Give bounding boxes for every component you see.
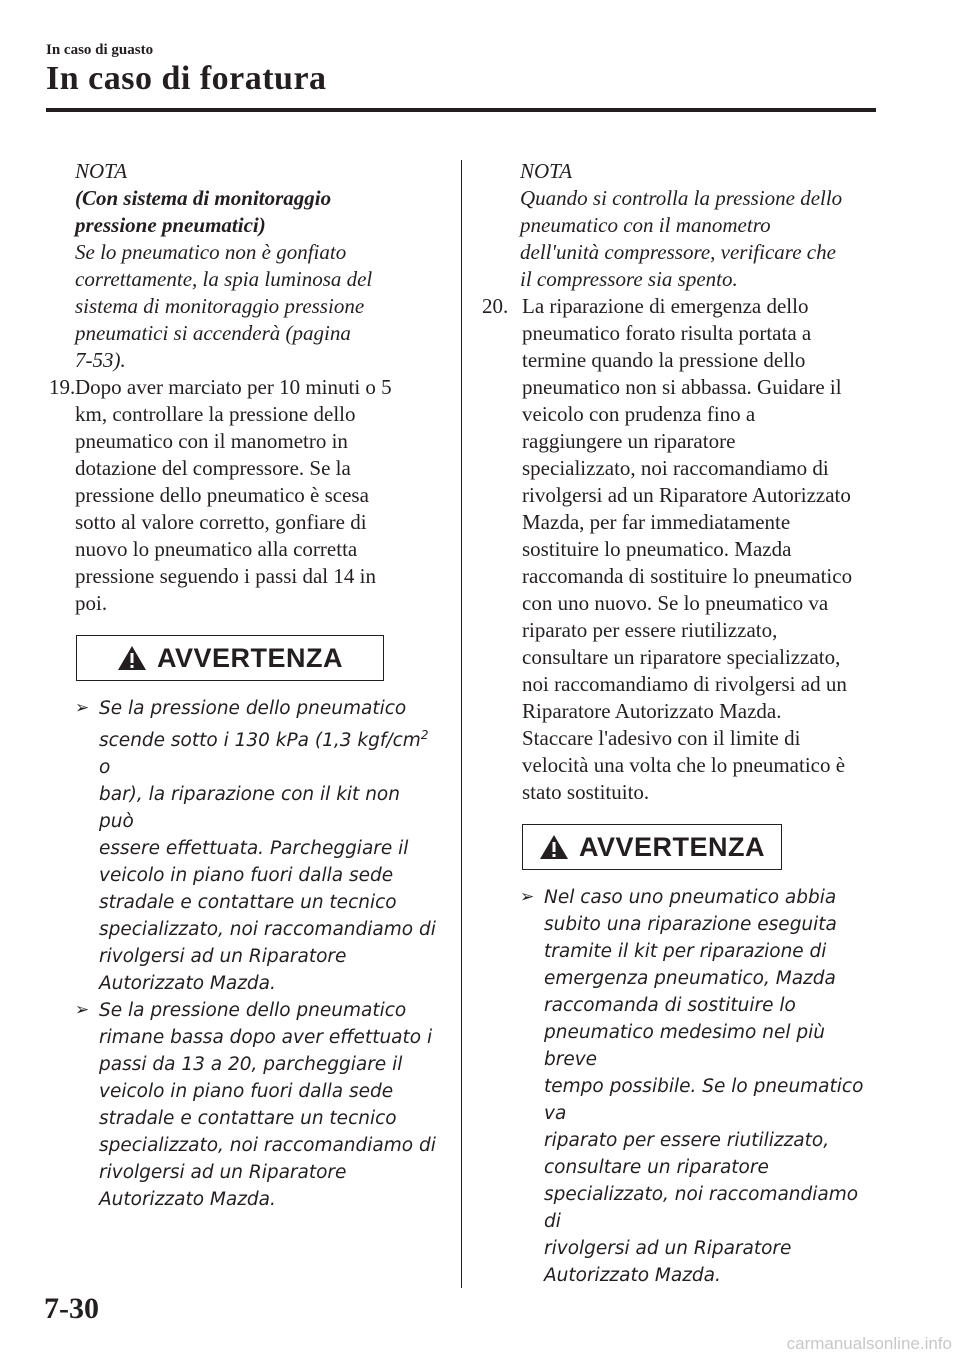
note-line: pneumatico con il manometro xyxy=(520,213,771,237)
step-line: sostituire lo pneumatico. Mazda xyxy=(522,537,792,561)
warning-line: pneumatico medesimo nel più breve xyxy=(544,1022,825,1070)
step-line: termine quando la pressione dello xyxy=(522,348,806,372)
step-line: stato sostituito. xyxy=(522,780,650,804)
warning-line: Se la pressione dello pneumatico xyxy=(99,1000,407,1022)
step-line: velocità una volta che lo pneumatico è xyxy=(522,753,846,777)
step-line: nuovo lo pneumatico alla corretta xyxy=(75,537,358,561)
step-line: Dopo aver marciato per 10 minuti o 5 xyxy=(75,375,392,399)
header-rule xyxy=(46,108,876,112)
step-line: poi. xyxy=(75,591,108,615)
step-line: noi raccomandiamo di rivolgersi ad un xyxy=(522,672,847,696)
step-line: raccomanda di sostituire lo pneumatico xyxy=(522,564,853,588)
step-line: pneumatico non si abbassa. Guidare il xyxy=(522,375,842,399)
note-label: NOTA xyxy=(75,159,128,183)
warning-line: stradale e contattare un tecnico xyxy=(99,892,397,914)
step-line: Mazda, per far immediatamente xyxy=(522,510,791,534)
arrow-bullet-icon: ➢ xyxy=(75,1000,90,1021)
step-line: dotazione del compressore. Se la xyxy=(75,456,351,480)
warning-line: specializzato, noi raccomandiamo di xyxy=(544,1184,859,1232)
warning-line: specializzato, noi raccomandiamo di xyxy=(99,919,436,941)
right-column xyxy=(482,158,880,1289)
warning-item xyxy=(75,997,439,1213)
warning-line: passi da 13 a 20, parcheggiare il xyxy=(99,1054,403,1076)
warning-line: specializzato, noi raccomandiamo di xyxy=(99,1135,436,1157)
warning-line: veicolo in piano fuori dalla sede xyxy=(99,865,394,887)
warning-item xyxy=(75,695,439,997)
step-line: Staccare l'adesivo con il limite di xyxy=(522,726,801,750)
warning-box xyxy=(522,824,782,870)
step-line: con uno nuovo. Se lo pneumatico va xyxy=(522,591,829,615)
warning-line: rimane bassa dopo aver effettuato i xyxy=(99,1027,433,1049)
step-line: riparato per essere riutilizzato, xyxy=(522,618,778,642)
warning-line: essere effettuata. Parcheggiare il xyxy=(99,838,409,860)
note-heading-line: (Con sistema di monitoraggio xyxy=(75,186,332,210)
note-heading-line: pressione pneumatici) xyxy=(75,213,266,237)
warning-line: bar), la riparazione con il kit non può xyxy=(99,784,400,833)
warning-line: scende sotto i 130 kPa (1,3 kgf/$cm^2$ o xyxy=(99,728,429,779)
warning-line: rivolgersi ad un Riparatore xyxy=(544,1238,792,1259)
note-line: Quando si controlla la pressione dello xyxy=(520,186,843,210)
step-number: 19. xyxy=(49,375,76,399)
warning-item xyxy=(520,884,880,1289)
step-19 xyxy=(49,374,439,617)
warning-line: rivolgersi ad un Riparatore xyxy=(99,1162,347,1184)
warning-line: subito una riparazione eseguita xyxy=(544,914,837,935)
note-label: NOTA xyxy=(520,159,573,183)
page-number: 7-30 xyxy=(44,1292,99,1325)
step-line: pneumatico con il manometro in xyxy=(75,429,348,453)
note-line: 7-53). xyxy=(75,348,126,372)
warning-line: tramite il kit per riparazione di xyxy=(544,941,827,962)
note-line: il compressore sia spento. xyxy=(520,267,738,291)
warning-line: rivolgersi ad un Riparatore xyxy=(99,946,347,968)
warning-line: Se la pressione dello pneumatico xyxy=(99,698,407,719)
arrow-bullet-icon: ➢ xyxy=(75,698,90,718)
step-line: sotto al valore corretto, gonfiare di xyxy=(75,510,367,534)
note-compressor xyxy=(494,158,880,293)
warning-line: Autorizzato Mazda. xyxy=(99,973,276,995)
step-line: rivolgersi ad un Riparatore Autorizzato xyxy=(522,483,851,507)
warning-line: riparato per essere riutilizzato, xyxy=(544,1130,830,1151)
step-20 xyxy=(482,293,880,806)
arrow-bullet-icon: ➢ xyxy=(520,887,535,907)
step-line: veicolo con prudenza fino a xyxy=(522,402,756,426)
warning-line: Nel caso uno pneumatico abbia xyxy=(544,887,837,908)
note-tpms xyxy=(49,158,439,374)
note-line: sistema di monitoraggio pressione xyxy=(75,294,365,318)
note-line: Se lo pneumatico non è gonfiato xyxy=(75,240,347,264)
warning-line: consultare un riparatore xyxy=(544,1157,769,1178)
step-line: pressione seguendo i passi dal 14 in xyxy=(75,564,376,588)
step-line: pressione dello pneumatico è scesa xyxy=(75,483,369,507)
warning-list xyxy=(494,884,880,1289)
warning-box xyxy=(76,635,384,681)
warning-line: Autorizzato Mazda. xyxy=(99,1189,276,1211)
note-line: correttamente, la spia luminosa del xyxy=(75,267,373,291)
warning-line: raccomanda di sostituire lo xyxy=(544,995,796,1016)
section-label: In caso di guasto xyxy=(46,42,154,58)
step-line: pneumatico forato risulta portata a xyxy=(522,321,812,345)
step-line: La riparazione di emergenza dello xyxy=(522,294,809,318)
warning-line: tempo possibile. Se lo pneumatico va xyxy=(544,1076,864,1124)
warning-line: veicolo in piano fuori dalla sede xyxy=(99,1081,394,1103)
warning-label: AVVERTENZA xyxy=(578,831,765,862)
step-line: specializzato, noi raccomandiamo di xyxy=(522,456,829,480)
warning-line: emergenza pneumatico, Mazda xyxy=(544,968,836,989)
step-line: consultare un riparatore specializzato, xyxy=(522,645,841,669)
warning-triangle-icon xyxy=(539,834,569,860)
note-line: dell'unità compressore, verificare che xyxy=(520,240,836,264)
step-line: Riparatore Autorizzato Mazda. xyxy=(522,699,782,723)
warning-list xyxy=(49,695,439,1213)
step-number: 20. xyxy=(482,294,509,318)
note-line: pneumatici si accenderà (pagina xyxy=(75,321,351,345)
warning-line: Autorizzato Mazda. xyxy=(544,1265,721,1286)
warning-line: stradale e contattare un tecnico xyxy=(99,1108,397,1130)
step-line: km, controllare la pressione dello xyxy=(75,402,356,426)
column-divider xyxy=(461,160,462,1288)
page-title: In caso di foratura xyxy=(46,60,327,97)
warning-triangle-icon xyxy=(117,645,147,671)
left-column xyxy=(49,158,439,1213)
warning-label: AVVERTENZA xyxy=(156,642,343,673)
watermark: carmanualsonline.info xyxy=(786,1334,952,1353)
step-line: raggiungere un riparatore xyxy=(522,429,736,453)
